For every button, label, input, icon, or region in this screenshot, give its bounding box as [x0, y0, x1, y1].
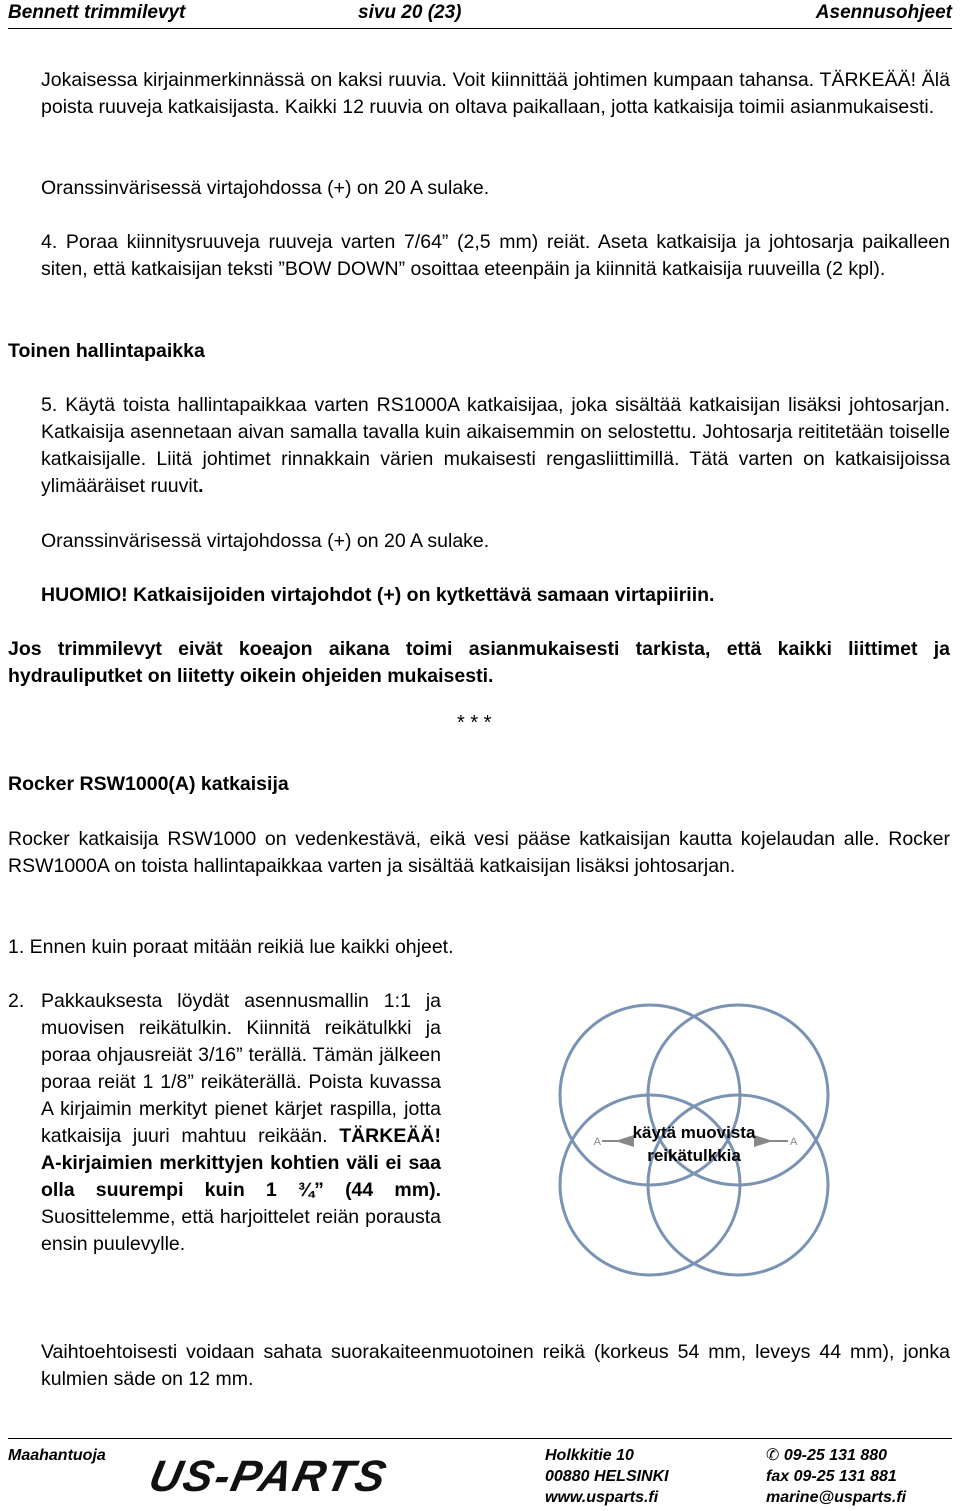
figure-label-line-2: reikätulkkia: [647, 1146, 741, 1165]
footer-email-link[interactable]: marine@usparts.fi: [766, 1489, 907, 1506]
drill-template-figure: [530, 985, 870, 1305]
section-separator: * * *: [457, 712, 492, 734]
us-parts-logo: US-PARTS: [144, 1452, 393, 1501]
step-2-number: 2.: [8, 990, 25, 1012]
footer-website-link[interactable]: www.usparts.fi: [545, 1489, 659, 1506]
page-footer: [8, 1438, 952, 1511]
paragraph-step-5: [41, 392, 950, 500]
figure-label-line-1: käytä muovista: [632, 1123, 756, 1142]
paragraph-step-4: 4. Poraa kiinnitysruuveja ruuveja varten 7/64” (2,5 mm) reiät. Aseta katkaisija ja johtosarja paikalleen siten, että katkaisijan teksti ”BOW DOWN” osoittaa eteenpäin ja kiinnitä katkaisija ruuveilla (2 kpl).: [41, 231, 950, 280]
step-5-period: .: [198, 475, 204, 497]
drill-template-diagram: [530, 985, 870, 1305]
paragraph-fuse-2: Oranssinvärisessä virtajohdossa (+) on 20 A sulake.: [41, 530, 490, 552]
header-page-number: sivu 20 (23): [358, 2, 462, 23]
note-label: HUOMIO!: [41, 584, 128, 606]
paragraph-step-2: [41, 988, 441, 1258]
paragraph-fuse-1: Oranssinvärisessä virtajohdossa (+) on 20 A sulake.: [41, 177, 490, 199]
heading-rocker: Rocker RSW1000(A) katkaisija: [8, 773, 289, 795]
paragraph-step-1: 1. Ennen kuin poraat mitään reikiä lue kaikki ohjeet.: [8, 936, 454, 958]
step-2-text: Pakkauksesta löydät asennusmallin 1:1 ja muovisen reikätulkin. Kiinnitä reikätulkki ja poraa ohjausreiät 3/16” terällä. Tämän jälkeen poraa reiät 1 1/8” reikäterällä. Poista kuvassa A kirjaimin merkityt pienet kärjet raspilla, jotta katkaisija juuri mahtuu reikään.: [41, 990, 441, 1147]
step-2-warning: TÄRKEÄÄ! A-kirjaimien merkittyjen kohtien väli ei saa olla suurempi kuin 1 ¾” (44 mm).: [41, 1125, 442, 1201]
footer-city: 00880 HELSINKI: [545, 1468, 669, 1485]
step-2-advice: Suosittelemme, että harjoittelet reiän porausta ensin puulevylle.: [41, 1206, 441, 1255]
header-section: Asennusohjeet: [815, 2, 952, 23]
paragraph-screws: Jokaisessa kirjainmerkinnässä on kaksi ruuvia. Voit kiinnittää johtimen kumpaan tahansa. TÄRKEÄÄ! Älä poista ruuveja katkaisijasta. Kaikki 12 ruuvia on oltava paikallaan, jotta katkaisija toimii asianmukaisesti.: [41, 69, 950, 118]
header-title: Bennett trimmilevyt: [8, 2, 186, 23]
footer-fax: fax 09-25 131 881: [766, 1468, 897, 1485]
paragraph-alternative: Vaihtoehtoisesti voidaan sahata suorakaiteenmuotoinen reikä (korkeus 54 mm, leveys 44 mm), jonka kulmien säde on 12 mm.: [41, 1341, 950, 1390]
heading-second-station: Toinen hallintapaikka: [8, 340, 205, 362]
step-5-text: 5. Käytä toista hallintapaikkaa varten RS1000A katkaisijaa, joka sisältää katkaisijan lisäksi johtosarjan. Katkaisija asennetaan aivan samalla tavalla kuin aikaisemmin on selostettu. Johtosarja reititetään toiselle katkaisijalle. Liitä johtimet rinnakkain värien mukaisesti rengasliittimillä. Tätä varten on katkaisijoissa ylimääräiset ruuvit: [41, 394, 950, 497]
marker-right-a: A: [790, 1136, 798, 1148]
footer-importer: Maahantuoja: [8, 1447, 106, 1464]
paragraph-rocker: Rocker katkaisija RSW1000 on vedenkestävä, eikä vesi pääse katkaisijan kautta kojelaudan alle. Rocker RSW1000A on toista hallintapaikkaa varten ja sisältää katkaisijan lisäksi johtosarjan.: [8, 828, 950, 877]
paragraph-note: [41, 582, 950, 609]
footer-phone: ✆ 09-25 131 880: [766, 1447, 888, 1464]
footer-street: Holkkitie 10: [545, 1447, 634, 1464]
note-text: Katkaisijoiden virtajohdot (+) on kytkettävä samaan virtapiiriin.: [133, 584, 715, 606]
paragraph-troubleshoot: Jos trimmilevyt eivät koeajon aikana toimi asianmukaisesti tarkista, että kaikki liittimet ja hydrauliputket on liitetty oikein ohjeiden mukaisesti.: [8, 638, 950, 687]
page-header: [8, 0, 952, 29]
marker-left-a: A: [593, 1136, 601, 1148]
